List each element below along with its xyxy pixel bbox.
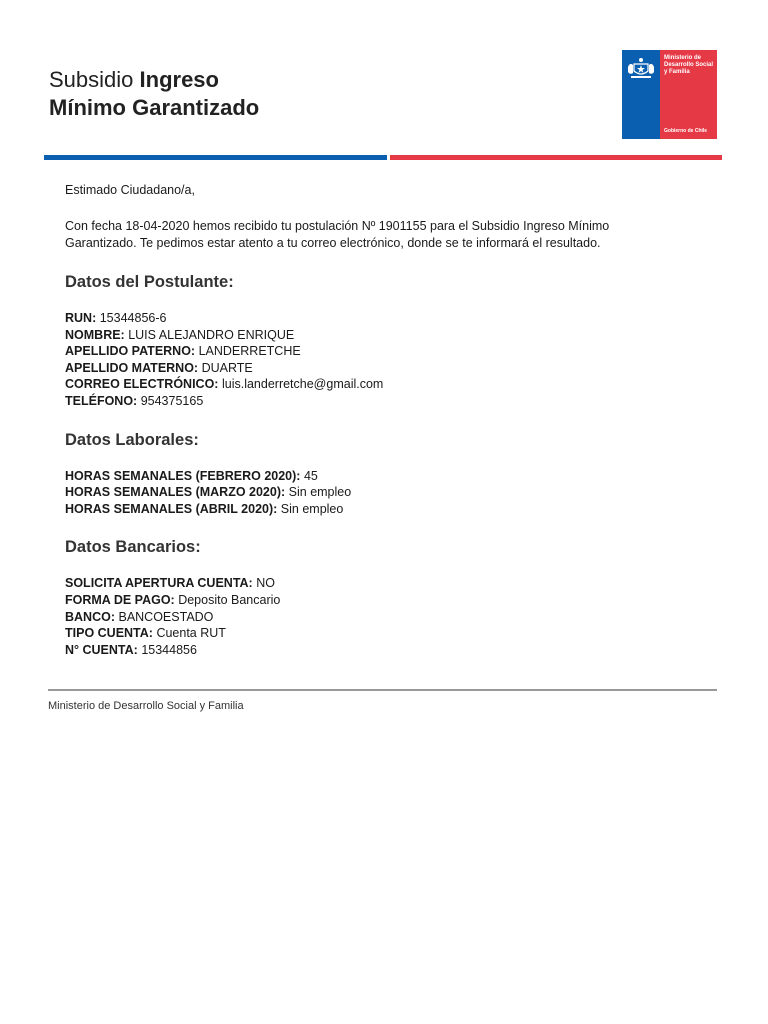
greeting: Estimado Ciudadano/a, xyxy=(65,183,195,197)
field-forma-pago xyxy=(65,592,665,609)
title-word-ingreso: Ingreso xyxy=(139,67,219,92)
field-value: Deposito Bancario xyxy=(178,592,281,607)
field-label: N° CUENTA: xyxy=(65,642,138,657)
field-label: RUN: xyxy=(65,311,97,325)
title-line-2: Mínimo Garantizado xyxy=(49,95,260,120)
field-label: HORAS SEMANALES (ABRIL 2020): xyxy=(65,501,278,516)
logo-ministry-name: Ministerio de Desarrollo Social y Familia xyxy=(664,55,714,75)
logo-gobierno-label: Gobierno de Chile xyxy=(664,128,708,134)
field-label: TIPO CUENTA: xyxy=(65,626,153,641)
footer-ministry: Ministerio de Desarrollo Social y Familia xyxy=(48,700,244,712)
field-value: Sin empleo xyxy=(288,485,352,500)
field-horas-marzo xyxy=(65,484,665,501)
section-bancarios xyxy=(65,537,665,658)
footer-divider xyxy=(48,689,717,691)
field-value: 15344856-6 xyxy=(99,311,167,325)
field-value: DUARTE xyxy=(201,360,253,375)
fields-laborales xyxy=(65,468,665,518)
field-value: 15344856 xyxy=(141,642,197,657)
field-label: TELÉFONO: xyxy=(65,393,138,408)
field-label: FORMA DE PAGO: xyxy=(65,592,175,607)
field-apellido-materno xyxy=(65,360,665,377)
field-label: HORAS SEMANALES (FEBRERO 2020): xyxy=(65,468,301,483)
fields-bancarios xyxy=(65,575,665,658)
field-value: luis.landerretche@gmail.com xyxy=(221,377,384,392)
header-divider xyxy=(44,155,722,160)
field-apellido-paterno xyxy=(65,343,665,360)
field-value: Cuenta RUT xyxy=(156,626,226,641)
field-run xyxy=(65,310,665,327)
field-tipo-cuenta xyxy=(65,625,665,642)
field-label: APELLIDO PATERNO: xyxy=(65,344,196,359)
field-label: HORAS SEMANALES (MARZO 2020): xyxy=(65,485,286,500)
field-value: 45 xyxy=(303,468,318,483)
intro-paragraph: Con fecha 18-04-2020 hemos recibido tu postulación Nº 1901155 para el Subsidio Ingreso Mínimo Garantizado. Te pedimos estar atento a tu correo electrónico, donde se te informará el resultado. xyxy=(65,219,610,250)
field-numero-cuenta xyxy=(65,642,665,659)
divider-red xyxy=(390,155,722,160)
field-label: SOLICITA APERTURA CUENTA: xyxy=(65,576,253,591)
section-title-postulante: Datos del Postulante: xyxy=(65,273,234,291)
divider-blue xyxy=(44,155,387,160)
field-telefono xyxy=(65,393,665,410)
field-horas-abril xyxy=(65,501,665,518)
coat-of-arms-icon xyxy=(625,55,657,81)
field-label: NOMBRE: xyxy=(65,327,125,342)
logo-blue-panel xyxy=(622,50,660,139)
field-value: BANCOESTADO xyxy=(118,609,214,624)
document-title xyxy=(49,66,259,122)
section-title-bancarios: Datos Bancarios: xyxy=(65,538,201,557)
field-value: Sin empleo xyxy=(280,501,344,516)
section-title-laborales: Datos Laborales: xyxy=(65,430,199,449)
field-apertura-cuenta xyxy=(65,575,665,592)
section-postulante xyxy=(65,272,665,410)
field-horas-febrero xyxy=(65,468,665,485)
logo-red-panel xyxy=(660,50,717,139)
letter-body xyxy=(65,182,665,678)
field-value: NO xyxy=(256,576,275,591)
ministry-logo xyxy=(622,50,717,139)
field-label: APELLIDO MATERNO: xyxy=(65,360,199,375)
fields-postulante xyxy=(65,310,665,410)
field-nombre xyxy=(65,327,665,344)
field-value: LANDERRETCHE xyxy=(198,344,301,359)
field-value: LUIS ALEJANDRO ENRIQUE xyxy=(128,327,295,342)
title-word-subsidio: Subsidio xyxy=(49,67,134,92)
field-banco xyxy=(65,609,665,626)
document-header xyxy=(0,0,768,160)
section-laborales xyxy=(65,430,665,518)
field-label: CORREO ELECTRÓNICO: xyxy=(65,377,219,392)
field-label: BANCO: xyxy=(65,609,115,624)
field-value: 954375165 xyxy=(140,393,204,408)
field-correo xyxy=(65,376,665,393)
